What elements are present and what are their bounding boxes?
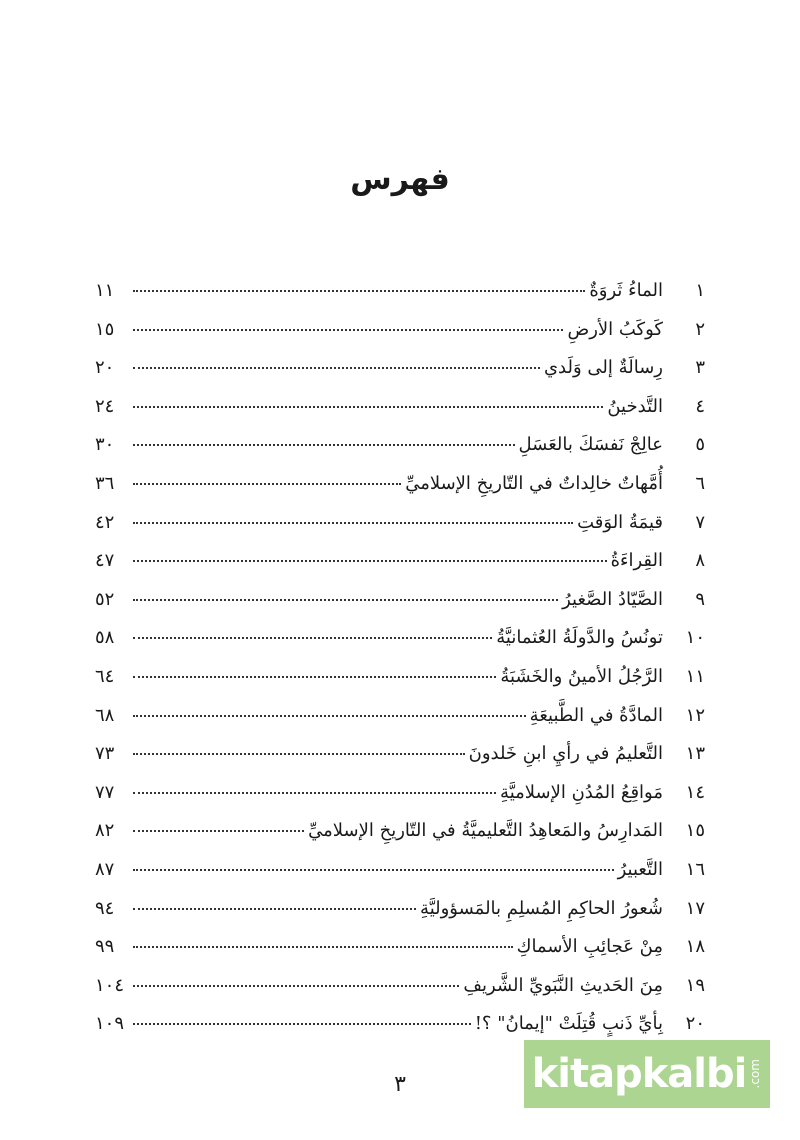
toc-entry-number: ١ xyxy=(695,280,705,301)
toc-dot-leader xyxy=(133,290,585,292)
toc-entry-title: عالِجْ نَفسَكَ بالعَسَلِ xyxy=(518,434,663,456)
toc-entry xyxy=(95,319,705,358)
toc-entry-page: ٢٠ xyxy=(95,357,115,379)
toc-entry-title: مَواقِعُ المُدُنِ الإسلاميَّةِ xyxy=(500,781,663,803)
toc-entry xyxy=(95,280,705,319)
toc-entry-page: ٨٧ xyxy=(95,858,115,880)
toc-entry-page: ١٠٩ xyxy=(95,1013,125,1035)
toc-entry-number: ١٧ xyxy=(685,897,705,919)
toc-entry-number: ١٨ xyxy=(685,936,705,958)
toc-entry-page: ٩٩ xyxy=(95,936,115,958)
toc-entry-title: الرَّجُلُ الأمينُ والخَشَبَةُ xyxy=(500,665,663,687)
toc-entry xyxy=(95,705,705,744)
toc-entry-number: ٩ xyxy=(695,588,705,610)
watermark-text: kitapkalbi xyxy=(531,1051,747,1097)
toc-entry xyxy=(95,743,705,782)
toc-dot-leader xyxy=(133,676,496,678)
toc-entry-title: الماءُ ثَروَةٌ xyxy=(589,280,663,301)
table-of-contents xyxy=(95,280,705,1052)
toc-entry xyxy=(95,820,705,859)
toc-entry xyxy=(95,936,705,975)
toc-entry-page: ٦٨ xyxy=(95,704,115,726)
toc-entry-page: ٩٤ xyxy=(95,897,115,919)
toc-entry-title: المادَّةُ في الطَّبيعَةِ xyxy=(529,704,663,726)
toc-entry-title: تونُسُ والدَّولَةُ العُثمانيَّةُ xyxy=(496,627,663,649)
toc-entry-title: أُمَّهاتٌ خالِداتٌ في التّاريخِ الإسلاميِّ xyxy=(405,472,663,494)
toc-entry-title: التَّدخينُ xyxy=(607,395,663,417)
page-title: فهرس xyxy=(350,162,450,197)
toc-entry-number: ١٩ xyxy=(685,974,705,996)
toc-entry-page: ٨٢ xyxy=(95,820,115,842)
toc-entry-title: الصَّيّادُ الصَّغيرُ xyxy=(562,588,663,610)
toc-entry xyxy=(95,512,705,551)
toc-entry-number: ١٤ xyxy=(685,781,705,803)
toc-entry xyxy=(95,859,705,898)
toc-dot-leader xyxy=(133,715,526,717)
toc-entry xyxy=(95,589,705,628)
toc-dot-leader xyxy=(133,329,563,331)
toc-dot-leader xyxy=(133,1023,471,1025)
toc-entry-title: شُعورُ الحاكِمِ المُسلِمِ بالمَسؤوليَّةِ xyxy=(420,897,663,919)
toc-entry xyxy=(95,357,705,396)
toc-entry xyxy=(95,396,705,435)
watermark-suffix: .com xyxy=(748,1059,763,1089)
page-number: ٣ xyxy=(394,1072,406,1097)
toc-dot-leader xyxy=(133,367,540,369)
toc-entry-number: ٧ xyxy=(695,511,705,533)
toc-entry xyxy=(95,550,705,589)
toc-entry-number: ١٦ xyxy=(685,858,705,880)
toc-entry-title: رِسالَةٌ إلى وَلَدي xyxy=(543,357,663,379)
toc-dot-leader xyxy=(133,637,492,639)
toc-entry-number: ١٢ xyxy=(685,704,705,726)
watermark-logo xyxy=(524,1040,770,1108)
toc-entry-page: ١٥ xyxy=(95,318,115,340)
toc-entry-title: مِنَ الحَديثِ النَّبَويِّ الشَّريفِ xyxy=(463,974,663,996)
toc-dot-leader xyxy=(133,522,573,524)
toc-entry-title: القِراءَةُ xyxy=(610,550,663,572)
toc-entry-title: بِأيِّ ذَنبٍ قُتِلَتْ "إيمانُ" ؟! xyxy=(474,1013,663,1035)
toc-entry xyxy=(95,898,705,937)
toc-entry-title: مِنْ عَجائِبِ الأسماكِ xyxy=(516,936,663,958)
toc-entry-page: ٦٤ xyxy=(95,665,115,687)
toc-entry xyxy=(95,782,705,821)
toc-entry-number: ١٥ xyxy=(685,820,705,842)
toc-entry-page: ٥٢ xyxy=(95,588,115,610)
toc-entry xyxy=(95,666,705,705)
toc-entry-number: ١٣ xyxy=(685,743,705,765)
toc-entry xyxy=(95,975,705,1014)
toc-dot-leader xyxy=(133,985,459,987)
toc-entry-number: ٥ xyxy=(695,434,705,456)
toc-entry-title: التَّعبيرُ xyxy=(617,858,663,880)
toc-dot-leader xyxy=(133,599,558,601)
toc-dot-leader xyxy=(133,946,513,948)
toc-entry-number: ٦ xyxy=(695,472,705,494)
toc-entry-page: ١١ xyxy=(95,280,115,301)
toc-entry-number: ٣ xyxy=(695,357,705,379)
toc-entry-page: ٤٧ xyxy=(95,550,115,572)
toc-entry-title: المَدارِسُ والمَعاهِدُ التَّعليميَّةُ في التّاريخِ الإسلاميِّ xyxy=(308,820,663,842)
toc-entry-title: قيمَةُ الوَقتِ xyxy=(577,511,663,533)
toc-dot-leader xyxy=(133,792,496,794)
toc-entry-page: ٧٣ xyxy=(95,743,115,765)
toc-entry-page: ٣٠ xyxy=(95,434,115,456)
toc-entry-title: التَّعليمُ في رأيِ ابنِ خَلدونَ xyxy=(468,743,663,765)
toc-entry-page: ٥٨ xyxy=(95,627,115,649)
toc-entry xyxy=(95,434,705,473)
toc-entry-page: ٤٢ xyxy=(95,511,115,533)
toc-dot-leader xyxy=(133,869,614,871)
toc-entry xyxy=(95,627,705,666)
toc-entry-page: ٧٧ xyxy=(95,781,115,803)
toc-dot-leader xyxy=(133,560,607,562)
toc-dot-leader xyxy=(133,483,401,485)
toc-entry-page: ٢٤ xyxy=(95,395,115,417)
toc-entry-page: ١٠٤ xyxy=(95,974,125,996)
toc-entry-page: ٣٦ xyxy=(95,472,115,494)
toc-dot-leader xyxy=(133,753,465,755)
toc-entry-number: ٤ xyxy=(695,395,705,417)
toc-entry-title: كَوكَبُ الأرضِ xyxy=(567,318,663,340)
toc-entry-number: ١١ xyxy=(685,665,705,687)
toc-entry xyxy=(95,473,705,512)
toc-dot-leader xyxy=(133,830,304,832)
toc-dot-leader xyxy=(133,444,515,446)
toc-dot-leader xyxy=(133,908,416,910)
toc-dot-leader xyxy=(133,406,603,408)
toc-entry-number: ٨ xyxy=(695,550,705,572)
toc-entry-number: ٢٠ xyxy=(685,1013,705,1035)
toc-entry-number: ٢ xyxy=(695,318,705,340)
toc-entry-number: ١٠ xyxy=(685,627,705,649)
